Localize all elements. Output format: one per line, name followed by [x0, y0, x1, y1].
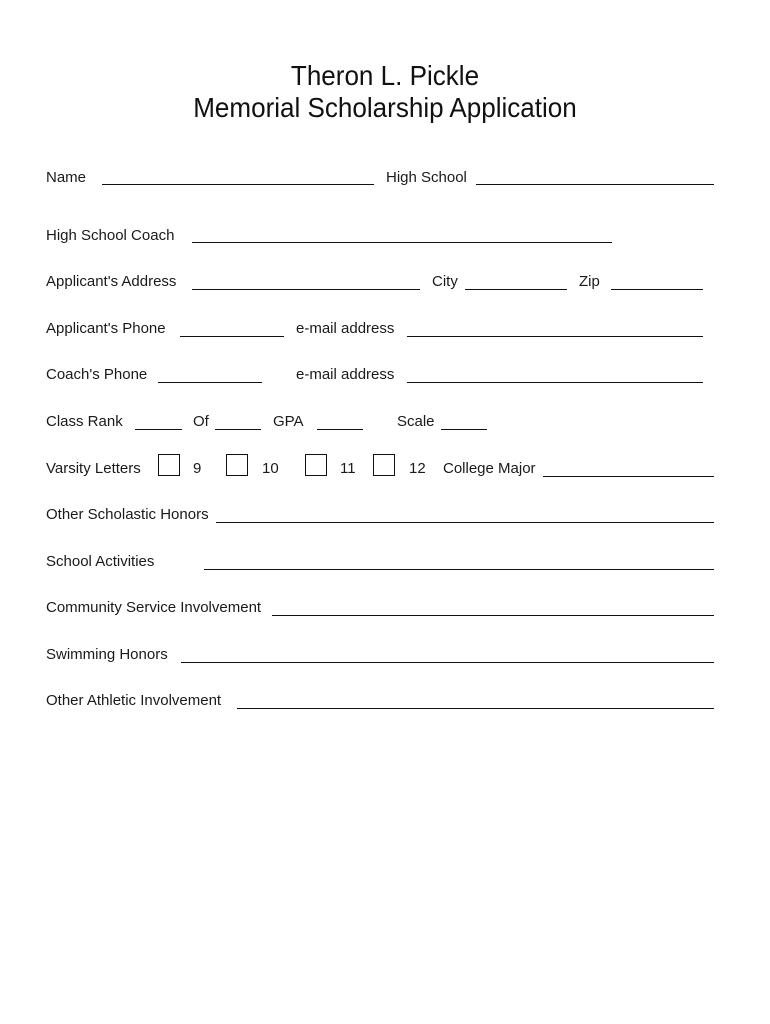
scale-input-line[interactable]: [441, 429, 487, 430]
school-activities-input-line[interactable]: [204, 569, 714, 570]
class-rank-input-line[interactable]: [135, 429, 182, 430]
coach-label: High School Coach: [46, 227, 175, 244]
address-input-line[interactable]: [192, 289, 420, 290]
form-subtitle: Memorial Scholarship Application: [193, 92, 577, 123]
of-input-line[interactable]: [215, 429, 261, 430]
letter-12-label: 12: [409, 460, 426, 477]
city-label: City: [432, 273, 458, 290]
coach-input-line[interactable]: [192, 242, 612, 243]
community-service-label: Community Service Involvement: [46, 599, 262, 616]
of-label: Of: [193, 413, 209, 430]
letter-10-label: 10: [262, 460, 279, 477]
letter-9-checkbox[interactable]: [158, 454, 180, 476]
college-major-input-line[interactable]: [543, 476, 714, 477]
zip-input-line[interactable]: [611, 289, 703, 290]
high-school-input-line[interactable]: [476, 184, 714, 185]
coach-email-label: e-mail address: [296, 366, 395, 383]
college-major-label: College Major: [443, 460, 536, 477]
coach-email-input-line[interactable]: [407, 382, 703, 383]
coach-phone-input-line[interactable]: [158, 382, 262, 383]
scholastic-honors-input-line[interactable]: [216, 522, 714, 523]
coach-phone-label: Coach's Phone: [46, 366, 148, 383]
letter-10-checkbox[interactable]: [226, 454, 248, 476]
athletic-involvement-label: Other Athletic Involvement: [46, 692, 222, 709]
letter-12-checkbox[interactable]: [373, 454, 395, 476]
school-activities-label: School Activities: [46, 553, 155, 570]
letter-9-label: 9: [193, 460, 202, 477]
gpa-label: GPA: [273, 413, 304, 430]
form-title: Theron L. Pickle: [290, 60, 480, 91]
swimming-honors-input-line[interactable]: [181, 662, 714, 663]
city-input-line[interactable]: [465, 289, 567, 290]
applicant-phone-label: Applicant's Phone: [46, 320, 166, 337]
address-label: Applicant's Address: [46, 273, 177, 290]
athletic-involvement-input-line[interactable]: [237, 708, 714, 709]
applicant-email-label: e-mail address: [296, 320, 395, 337]
swimming-honors-label: Swimming Honors: [46, 646, 168, 663]
applicant-phone-input-line[interactable]: [180, 336, 284, 337]
gpa-input-line[interactable]: [317, 429, 363, 430]
applicant-email-input-line[interactable]: [407, 336, 703, 337]
varsity-letters-label: Varsity Letters: [46, 460, 141, 477]
high-school-label: High School: [386, 169, 467, 186]
scholastic-honors-label: Other Scholastic Honors: [46, 506, 209, 523]
letter-11-checkbox[interactable]: [305, 454, 327, 476]
letter-11-label: 11: [340, 460, 356, 477]
name-label: Name: [46, 169, 87, 186]
name-input-line[interactable]: [102, 184, 374, 185]
community-service-input-line[interactable]: [272, 615, 714, 616]
class-rank-label: Class Rank: [46, 413, 123, 430]
zip-label: Zip: [579, 273, 600, 290]
scale-label: Scale: [397, 413, 435, 430]
